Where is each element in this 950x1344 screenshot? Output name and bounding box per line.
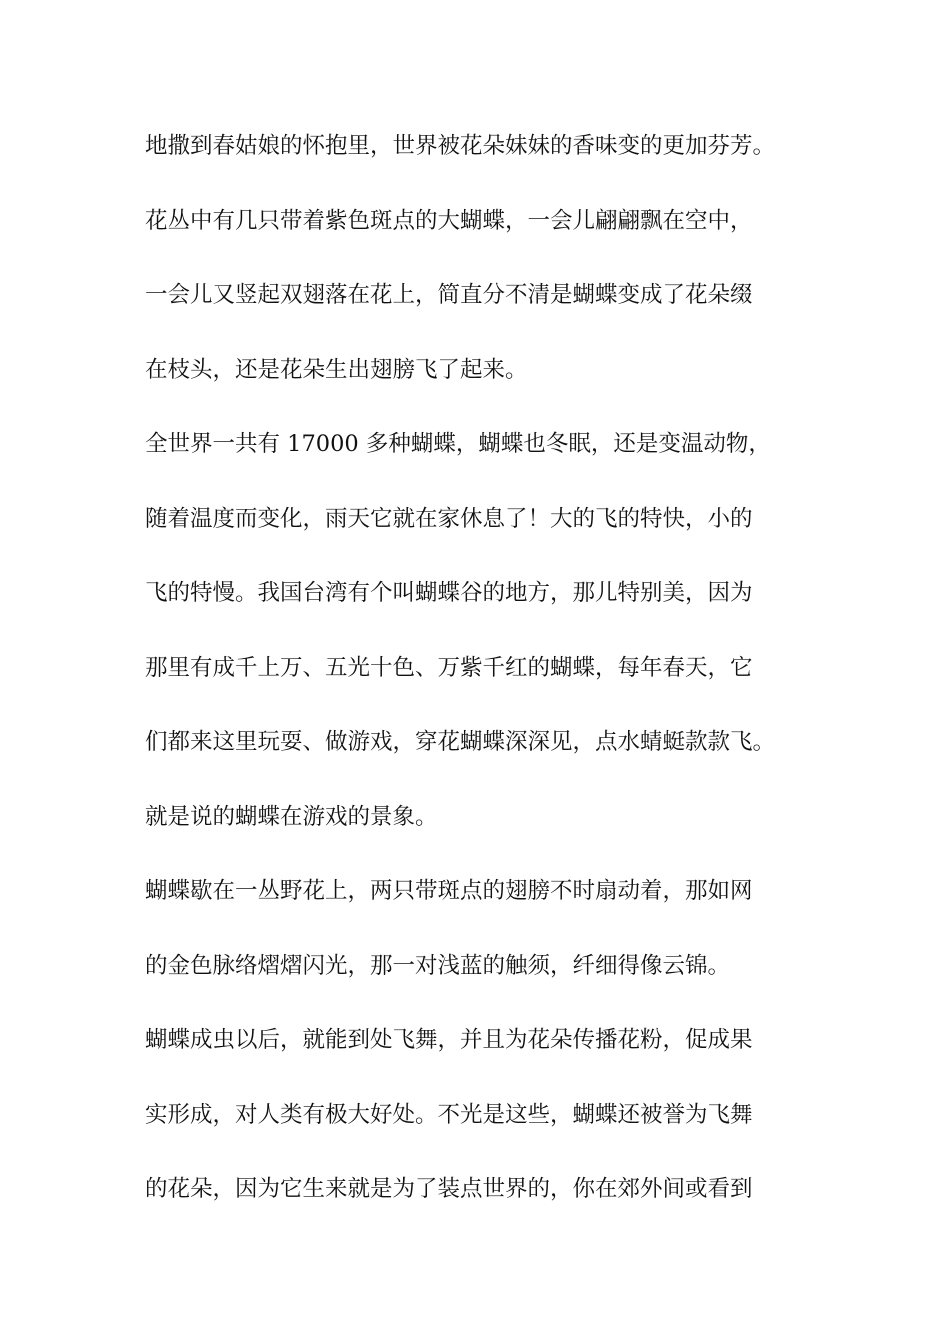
text-line: 一会儿又竖起双翅落在花上，简直分不清是蝴蝶变成了花朵缀 <box>145 282 753 308</box>
text-line: 飞的特慢。我国台湾有个叫蝴蝶谷的地方，那儿特别美，因为 <box>145 580 753 606</box>
text-line: 全世界一共有 17000 多种蝴蝶，蝴蝶也冬眠，还是变温动物， <box>145 431 771 457</box>
text-line: 的金色脉络熠熠闪光，那一对浅蓝的触须，纤细得像云锦。 <box>145 952 731 979</box>
text-line: 地撒到春姑娘的怀抱里，世界被花朵妹妹的香味变的更加芬芳。 <box>145 133 776 159</box>
body-text <box>145 128 835 1246</box>
text-line: 那里有成千上万、五光十色、万紫千红的蝴蝶，每年春天，它 <box>145 654 753 681</box>
text-line: 们都来这里玩耍、做游戏，穿花蝴蝶深深见，点水蜻蜓款款飞。 <box>145 729 776 755</box>
text-line: 蝴蝶成虫以后，就能到处飞舞，并且为花朵传播花粉，促成果 <box>145 1027 753 1053</box>
text-line: 就是说的蝴蝶在游戏的景象。 <box>145 803 438 830</box>
text-line: 在枝头，还是花朵生出翅膀飞了起来。 <box>145 356 528 383</box>
text-line: 随着温度而变化，雨天它就在家休息了！大的飞的特快，小的 <box>145 505 753 532</box>
text-line: 花丛中有几只带着紫色斑点的大蝴蝶，一会儿翩翩飘在空中， <box>145 207 753 234</box>
text-line: 实形成，对人类有极大好处。不光是这些，蝴蝶还被誉为飞舞 <box>145 1101 753 1128</box>
text-line: 蝴蝶歇在一丛野花上，两只带斑点的翅膀不时扇动着，那如网 <box>145 878 753 904</box>
text-line: 的花朵，因为它生来就是为了装点世界的，你在郊外间或看到 <box>145 1176 753 1202</box>
